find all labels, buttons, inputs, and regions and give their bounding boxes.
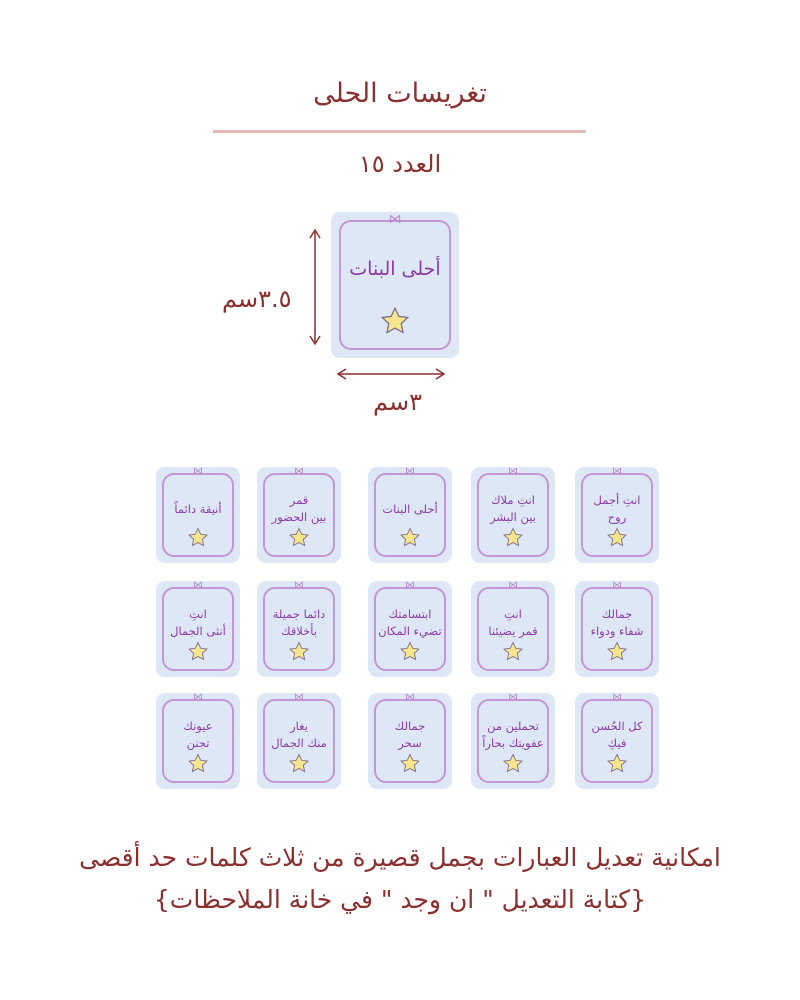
star-icon bbox=[380, 306, 410, 336]
bow-icon: ⋈ bbox=[294, 692, 304, 703]
small-tag-line: بين البشر bbox=[490, 510, 536, 524]
small-tag bbox=[156, 467, 240, 563]
bow-icon: ⋈ bbox=[405, 692, 415, 703]
small-tag-line: فيكِ bbox=[607, 736, 627, 750]
small-tag-text bbox=[575, 711, 659, 759]
star-icon bbox=[607, 753, 628, 774]
star-icon bbox=[188, 527, 209, 548]
small-tag-text bbox=[368, 485, 452, 533]
star-icon bbox=[188, 753, 209, 774]
bow-icon: ⋈ bbox=[193, 580, 203, 591]
small-tag-text bbox=[156, 485, 240, 533]
small-tag-line: أنثى الجمال bbox=[170, 624, 226, 638]
small-tag bbox=[575, 693, 659, 789]
small-tag bbox=[471, 467, 555, 563]
small-tag-text bbox=[156, 599, 240, 647]
small-tag-line: ابتسامتك bbox=[388, 607, 432, 621]
small-tag-line: قمر bbox=[289, 493, 309, 507]
sample-tag bbox=[331, 212, 459, 358]
bow-icon: ⋈ bbox=[388, 212, 402, 227]
small-tag bbox=[156, 581, 240, 677]
bow-icon: ⋈ bbox=[508, 580, 518, 591]
small-tag-text bbox=[156, 711, 240, 759]
bow-icon: ⋈ bbox=[193, 466, 203, 477]
small-tag-line: أحلى البنات bbox=[382, 501, 438, 516]
bow-icon: ⋈ bbox=[508, 466, 518, 477]
small-tag-line: قمر يضيئنا bbox=[488, 624, 538, 638]
bow-icon: ⋈ bbox=[612, 466, 622, 477]
bow-icon: ⋈ bbox=[294, 466, 304, 477]
small-tag bbox=[257, 467, 341, 563]
bow-icon: ⋈ bbox=[508, 692, 518, 703]
height-dimension-label: ٣.٥سم bbox=[222, 285, 292, 313]
small-tag-text bbox=[368, 599, 452, 647]
star-icon bbox=[503, 527, 524, 548]
small-tag-text bbox=[471, 599, 555, 647]
small-tag-line: دائما جميلة bbox=[272, 607, 326, 621]
small-tag-text bbox=[257, 485, 341, 533]
small-tag-text bbox=[368, 711, 452, 759]
small-tag bbox=[257, 693, 341, 789]
star-icon bbox=[400, 753, 421, 774]
small-tag-text bbox=[575, 599, 659, 647]
small-tag-line: انتِ أجمل bbox=[593, 493, 641, 507]
star-icon bbox=[289, 753, 310, 774]
bow-icon: ⋈ bbox=[193, 692, 203, 703]
height-dimension-arrow bbox=[306, 228, 324, 346]
star-icon bbox=[503, 641, 524, 662]
small-tag-text bbox=[471, 485, 555, 533]
small-tag-text bbox=[471, 711, 555, 759]
bow-icon: ⋈ bbox=[612, 692, 622, 703]
small-tag-line: منك الجمال bbox=[271, 736, 327, 750]
small-tag-line: جمالك bbox=[394, 719, 426, 733]
small-tag bbox=[471, 581, 555, 677]
small-tag-text bbox=[257, 599, 341, 647]
small-tag-line: بأخلاقك bbox=[281, 624, 317, 638]
star-icon bbox=[289, 527, 310, 548]
width-dimension-arrow bbox=[336, 367, 446, 381]
small-tag-line: سحر bbox=[398, 736, 422, 750]
issue-number: العدد ١٥ bbox=[358, 150, 442, 178]
bow-icon: ⋈ bbox=[612, 580, 622, 591]
small-tag bbox=[471, 693, 555, 789]
star-icon bbox=[289, 641, 310, 662]
small-tag-line: شفاء ودواء bbox=[590, 624, 644, 638]
small-tag-line: جمالك bbox=[601, 607, 633, 621]
small-tag bbox=[156, 693, 240, 789]
small-tag bbox=[575, 467, 659, 563]
sample-tag-text: أحلى البنات bbox=[349, 258, 441, 280]
small-tag-line: انتِ bbox=[189, 607, 207, 621]
bow-icon: ⋈ bbox=[405, 466, 415, 477]
star-icon bbox=[400, 641, 421, 662]
star-icon bbox=[503, 753, 524, 774]
page-title: تغريسات الحلى bbox=[313, 78, 487, 109]
small-tag-line: تحملين من bbox=[487, 719, 539, 733]
small-tag-line: روح bbox=[607, 510, 627, 524]
small-tag bbox=[368, 693, 452, 789]
small-tag-line: كل الحُسن bbox=[591, 719, 643, 733]
width-dimension-label: ٣سم bbox=[373, 388, 422, 416]
small-tag bbox=[368, 467, 452, 563]
small-tag-line: عيونك bbox=[183, 719, 213, 733]
small-tag bbox=[575, 581, 659, 677]
small-tag-text bbox=[575, 485, 659, 533]
small-tag-line: يغار bbox=[290, 719, 308, 733]
note-line-1: امكانية تعديل العبارات بجمل قصيرة من ثلاث كلمات حد أقصى bbox=[79, 843, 721, 872]
small-tag-line: انتِ bbox=[504, 607, 522, 621]
small-tag-line: انتِ ملاك bbox=[491, 493, 535, 507]
small-tag bbox=[257, 581, 341, 677]
small-tag bbox=[368, 581, 452, 677]
star-icon bbox=[400, 527, 421, 548]
small-tag-line: عفويتك بحاراً bbox=[482, 736, 544, 750]
bow-icon: ⋈ bbox=[405, 580, 415, 591]
star-icon bbox=[188, 641, 209, 662]
bow-icon: ⋈ bbox=[294, 580, 304, 591]
star-icon bbox=[607, 527, 628, 548]
note-line-2: {كتابة التعديل " ان وجد " في خانة الملاحظات} bbox=[153, 885, 647, 914]
small-tag-line: أنيقة دائماً bbox=[174, 501, 222, 516]
small-tag-line: تضيء المكان bbox=[378, 624, 442, 638]
small-tag-line: بين الحضور bbox=[271, 510, 327, 524]
title-divider bbox=[213, 130, 586, 133]
small-tag-line: تجنن bbox=[186, 736, 210, 750]
small-tag-text bbox=[257, 711, 341, 759]
star-icon bbox=[607, 641, 628, 662]
